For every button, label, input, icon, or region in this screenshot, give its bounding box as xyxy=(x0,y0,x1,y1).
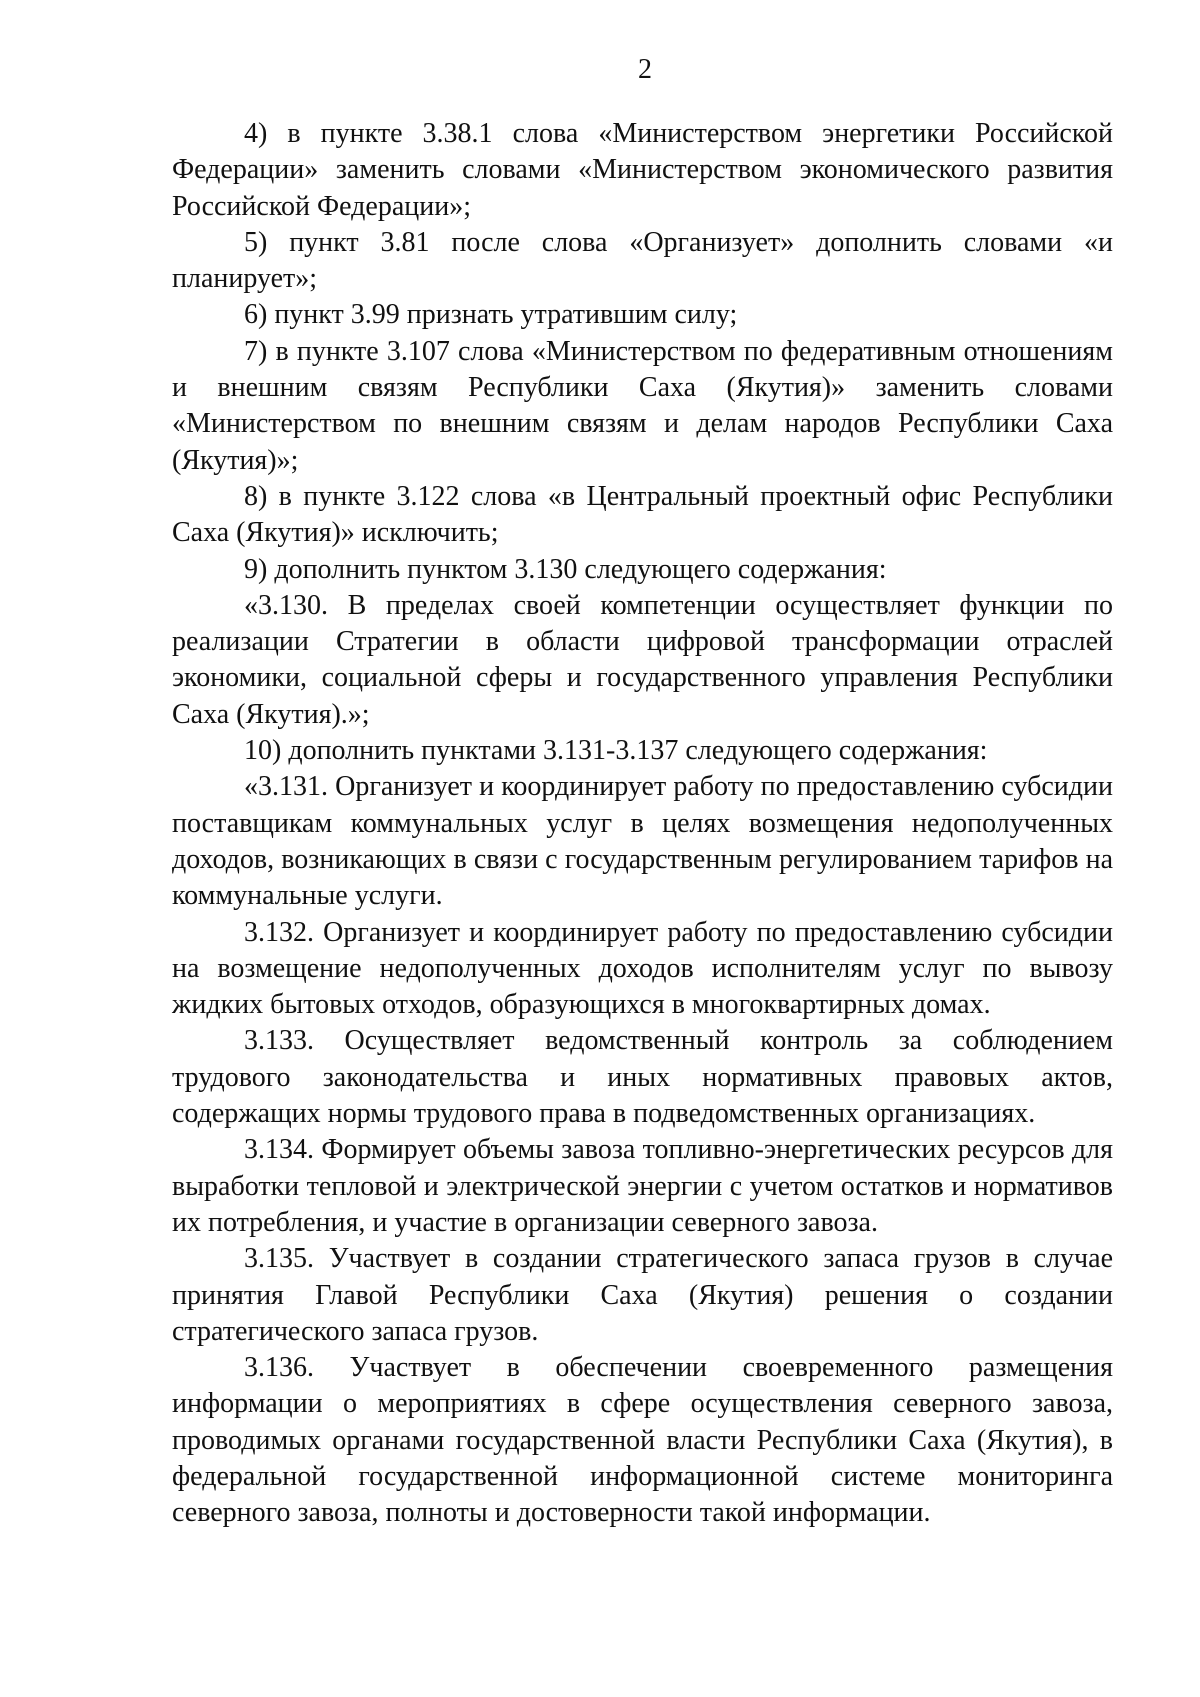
paragraph-item-5: 5) пункт 3.81 после слова «Организует» дополнить словами «и планирует»; xyxy=(172,226,1113,295)
page-number: 2 xyxy=(638,54,652,85)
paragraph-item-7: 7) в пункте 3.107 слова «Министерством по федеративным отношениям и внешним связям Республики Саха (Якутия)» заменить словами «Министерством по внешним связям и делам народов Республики Саха (Якутия)»; xyxy=(172,335,1113,476)
paragraph-item-10: 10) дополнить пунктами 3.131-3.137 следующего содержания: xyxy=(244,735,988,767)
paragraph-item-4: 4) в пункте 3.38.1 слова «Министерством энергетики Российской Федерации» заменить словами «Министерством экономического развития Российской Федерации»; xyxy=(172,118,1113,222)
paragraph-clause-3-134: 3.134. Формирует объемы завоза топливно-энергетических ресурсов для выработки тепловой и электрической энергии с учетом остатков и нормативов их потребления, и участие в организации северного завоза. xyxy=(172,1134,1113,1238)
document-body xyxy=(172,116,1113,1532)
paragraph-clause-3-133: 3.133. Осуществляет ведомственный контроль за соблюдением трудового законодательства и иных нормативных правовых актов, содержащих нормы трудового права в подведомственных организациях. xyxy=(172,1025,1113,1130)
paragraph-clause-3-130: «3.130. В пределах своей компетенции осуществляет функции по реализации Стратегии в области цифровой трансформации отраслей экономики, социальной сферы и государственного управления Республики Саха (Якутия).»; xyxy=(172,589,1113,730)
paragraph-clause-3-132: 3.132. Организует и координирует работу по предоставлению субсидии на возмещение недополученных доходов исполнителям услуг по вывозу жидких бытовых отходов, образующихся в многоквартирных домах. xyxy=(172,916,1113,1021)
paragraph-clause-3-135: 3.135. Участвует в создании стратегического запаса грузов в случае принятия Главой Республики Саха (Якутия) решения о создании стратегического запаса грузов. xyxy=(172,1243,1113,1347)
paragraph-item-8: 8) в пункте 3.122 слова «в Центральный проектный офис Республики Саха (Якутия)» исключить; xyxy=(172,480,1113,549)
paragraph-clause-3-136: 3.136. Участвует в обеспечении своевременного размещения информации о мероприятиях в сфере осуществления северного завоза, проводимых органами государственной власти Республики Саха (Якутия), в федеральной государственной информационной системе мониторинга северного завоза, полноты и достоверности такой информации. xyxy=(172,1352,1113,1529)
paragraph-item-9: 9) дополнить пунктом 3.130 следующего содержания: xyxy=(244,553,887,585)
paragraph-clause-3-131: «3.131. Организует и координирует работу по предоставлению субсидии поставщикам коммунальных услуг в целях возмещения недополученных доходов, возникающих в связи с государственным регулированием тарифов на коммунальные услуги. xyxy=(172,771,1113,912)
paragraph-item-6: 6) пункт 3.99 признать утратившим силу; xyxy=(244,299,738,331)
